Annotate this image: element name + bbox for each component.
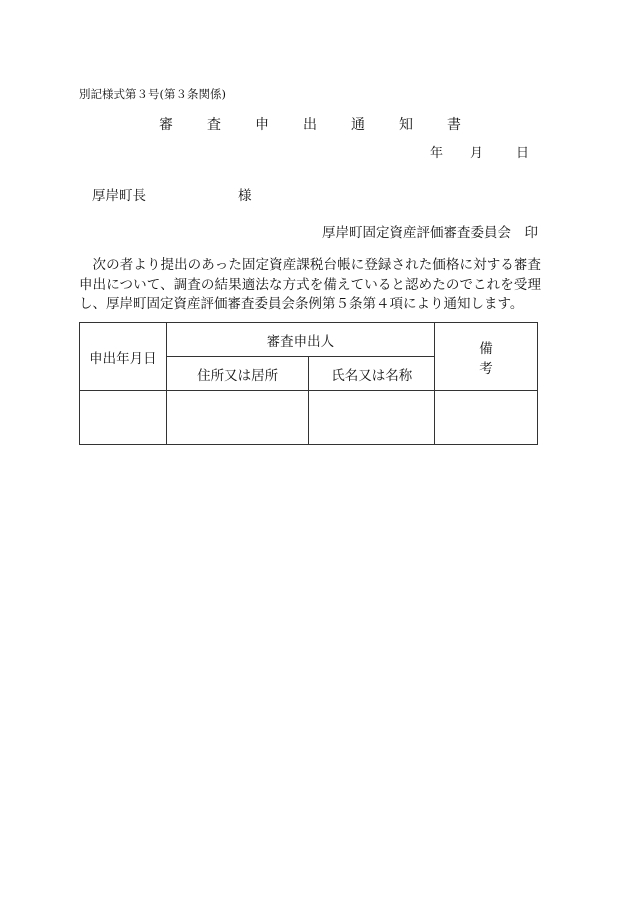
remarks-label: 備考: [479, 340, 521, 377]
header-application-date: 申出年月日: [80, 323, 167, 391]
date-line: [430, 142, 529, 161]
table-row: [80, 391, 538, 445]
notice-table: [79, 322, 538, 445]
document-title: 審 査 申 出 通 知 書: [159, 117, 471, 133]
cell-remarks: [435, 391, 538, 445]
header-remarks: [435, 323, 538, 391]
cell-application-date: [80, 391, 167, 445]
header-name: 氏名又は名称: [309, 357, 435, 391]
day-label: 日: [516, 146, 530, 161]
cell-address: [166, 391, 309, 445]
addressee-name: 厚岸町長: [92, 188, 146, 204]
header-address: 住所又は居所: [166, 357, 309, 391]
sender-name: 厚岸町固定資産評価審査委員会 印: [322, 225, 538, 241]
year-label: 年: [430, 146, 444, 161]
month-label: 月: [470, 146, 484, 161]
header-applicant: 審査申出人: [166, 323, 434, 357]
form-label: 別記様式第３号(第３条関係): [79, 87, 226, 101]
body-text: 次の者より提出のあった固定資産課税台帳に登録された価格に対する審査申出について、調査の結果適法な方式を備えていると認めたのでこれを受理し、厚岸町固定資産評価審査委員会条例第５条第４項により通知します。: [79, 257, 541, 312]
cell-name: [309, 391, 435, 445]
table-header-row: [80, 323, 538, 357]
addressee-honorific: 様: [238, 188, 252, 204]
